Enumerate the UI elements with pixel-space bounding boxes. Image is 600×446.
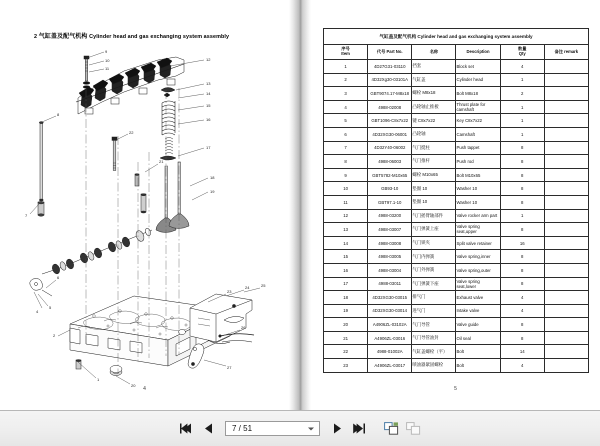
cell-item: 17 [324,277,368,291]
cell-part-no: 4988-03008 [368,236,412,250]
cell-name: 进气门 [412,304,456,318]
cell-remark [544,114,588,128]
col-header-item-en: Item [341,51,350,56]
cell-qty: 4 [500,60,544,74]
svg-text:14: 14 [206,91,211,96]
table-row [324,263,589,277]
parts-table [323,28,589,373]
svg-text:15: 15 [206,103,211,108]
parts-table-body [324,60,589,373]
cell-name: 气门弹簧下座 [412,277,456,291]
cell-qty: 8 [500,195,544,209]
cell-part-no: 4D32XG30-03014 [368,304,412,318]
svg-text:6: 6 [57,275,60,280]
cell-item: 11 [324,195,368,209]
table-row [324,127,589,141]
cell-description: Exhaust valve [456,291,500,305]
cell-description: Push tappet [456,141,500,155]
cell-name: 螺栓 M10x65 [412,168,456,182]
parts-table-header-row [324,45,589,60]
cell-item: 10 [324,182,368,196]
cell-description: Bolt [456,345,500,359]
first-page-button[interactable] [179,421,194,436]
cell-remark [544,73,588,87]
cell-name: 喷油器紧固螺栓 [412,359,456,373]
cell-description: Split valve retainer [456,236,500,250]
cell-item: 14 [324,236,368,250]
cell-item: 20 [324,318,368,332]
cell-description: Key C8x7x22 [456,114,500,128]
cell-description: Valve guide [456,318,500,332]
cell-part-no: 4D32XG30-06001 [368,127,412,141]
cell-qty: 16 [500,236,544,250]
cell-remark [544,223,588,237]
cell-item: 9 [324,168,368,182]
table-row [324,60,589,74]
cell-name: 气门弹簧上座 [412,223,456,237]
cell-description: Cylinder head [456,73,500,87]
svg-text:27: 27 [227,365,232,370]
col-header-qty-en: Qty [518,51,526,56]
single-page-view-button[interactable] [384,421,399,436]
cell-description: Push rod [456,155,500,169]
cell-description: Bolt M10x65 [456,168,500,182]
svg-text:17: 17 [206,145,211,150]
svg-text:20: 20 [131,383,136,388]
cell-name: 垫圈 10 [412,195,456,209]
table-row [324,114,589,128]
drawing-heading [34,31,229,40]
svg-text:10: 10 [105,58,110,63]
page-folio-left: 4 [143,386,146,392]
cell-qty: 8 [500,141,544,155]
cell-part-no: 4988-03007 [368,223,412,237]
cell-description: Oil seal [456,331,500,345]
page-number-value: 7 / 51 [232,423,253,433]
svg-text:7: 7 [25,213,28,218]
cell-part-no: 4D27G31-03110 [368,60,412,74]
svg-text:16: 16 [206,117,211,122]
svg-text:22: 22 [129,130,134,135]
cell-qty: 8 [500,182,544,196]
col-header-item-cn: 序号 [341,46,350,52]
svg-text:25: 25 [261,283,266,288]
cell-description: Bolt [456,359,500,373]
cell-qty: 8 [500,223,544,237]
cell-remark [544,277,588,291]
cell-remark [544,155,588,169]
table-row [324,318,589,332]
cell-description: Camshaft [456,127,500,141]
cell-part-no: 4988-03004 [368,263,412,277]
svg-text:4: 4 [36,309,39,314]
page-number-combobox[interactable] [225,421,320,436]
svg-text:1: 1 [97,377,100,382]
svg-text:13: 13 [206,81,211,86]
cell-remark [544,195,588,209]
cell-qty: 14 [500,345,544,359]
cell-qty: 4 [500,304,544,318]
cell-qty: 8 [500,168,544,182]
cell-remark [544,236,588,250]
cell-description: Intake valve [456,304,500,318]
cell-qty: 8 [500,318,544,332]
col-header-description [456,45,500,60]
svg-text:21: 21 [159,159,164,164]
cell-name: 气门挺柱 [412,141,456,155]
cell-qty: 1 [500,114,544,128]
cell-part-no: GBT5782-M10x65 [368,168,412,182]
cell-item: 7 [324,141,368,155]
cell-remark [544,263,588,277]
table-row [324,345,589,359]
facing-page-view-button[interactable] [406,421,421,436]
cell-description: Valve spring,inner [456,250,500,264]
cell-qty: 2 [500,87,544,101]
cell-name: 垫圈 10 [412,182,456,196]
table-row [324,73,589,87]
cell-name: 气门锁夹 [412,236,456,250]
cell-part-no: GBT1096-C8x7x22 [368,114,412,128]
cell-remark [544,182,588,196]
cell-part-no: GBT9074.17-M8x18 [368,87,412,101]
cell-name: 键 C8x7x22 [412,114,456,128]
svg-text:11: 11 [105,66,110,71]
svg-text:12: 12 [206,57,211,62]
cell-part-no: 4988-02008 [368,100,412,114]
cell-remark [544,291,588,305]
svg-text:19: 19 [210,189,215,194]
cell-part-no: 4988-06003 [368,155,412,169]
cell-part-no: A4906ZL-03016 [368,331,412,345]
cell-item: 2 [324,73,368,87]
col-header-item [324,45,368,60]
cell-remark [544,250,588,264]
cell-name: 气门外弹簧 [412,263,456,277]
cell-item: 5 [324,114,368,128]
cell-remark [544,318,588,332]
cell-qty: 8 [500,263,544,277]
table-row [324,331,589,345]
cell-qty: 1 [500,209,544,223]
cell-remark [544,60,588,74]
table-row [324,155,589,169]
page-gutter [289,0,311,410]
cell-item: 1 [324,60,368,74]
cell-description: Bolt M8x18 [456,87,500,101]
cell-item: 4 [324,100,368,114]
table-row [324,141,589,155]
cell-name: 气门导管油封 [412,331,456,345]
cell-part-no: A4906ZL-03017 [368,359,412,373]
cell-description: Washer 10 [456,195,500,209]
cell-name: 气门推杆 [412,155,456,169]
table-row [324,223,589,237]
drawing-heading-number: 2 [34,34,38,40]
svg-text:24: 24 [245,285,250,290]
page-right[interactable] [311,0,600,410]
cell-remark [544,168,588,182]
cell-item: 23 [324,359,368,373]
cell-part-no: GBT97.1-10 [368,195,412,209]
col-header-description-en: Description [466,48,490,54]
cell-part-no: 4988-01002A [368,345,412,359]
col-header-name [412,45,456,60]
parts-table-caption-row [324,29,589,45]
cell-description: Thrust plate for camshaft [456,100,500,114]
cell-item: 21 [324,331,368,345]
cell-item: 3 [324,87,368,101]
table-row [324,304,589,318]
cell-qty: 8 [500,155,544,169]
drawing-heading-cn: 气缸盖及配气机构 [38,34,88,40]
cell-name: 气门摇臂轴部件 [412,209,456,223]
table-row [324,87,589,101]
cell-item: 18 [324,291,368,305]
cell-part-no: A4906ZL-03102A [368,318,412,332]
cell-part-no: 4D32Xg30-03101A [368,73,412,87]
cell-description: Valve rocker arm part [456,209,500,223]
col-header-qty [500,45,544,60]
cell-item: 12 [324,209,368,223]
previous-page-button[interactable] [201,421,216,436]
cell-remark [544,87,588,101]
cell-item: 6 [324,127,368,141]
cell-part-no: 4988-03005 [368,250,412,264]
exploded-view-diagram [12,44,278,388]
chevron-down-icon[interactable] [308,427,314,430]
cell-description: Washer 10 [456,182,500,196]
cell-qty: 4 [500,359,544,373]
col-header-partno-en: Part No. [386,48,403,54]
cell-remark [544,141,588,155]
cell-description: Valve spring seat,lower [456,277,500,291]
cell-part-no: 4D32XG30-03015 [368,291,412,305]
svg-text:23: 23 [227,289,232,294]
col-header-remark-cn: 备注 [554,48,563,54]
cell-name: 螺栓 M8x18 [412,87,456,101]
page-navigation-toolbar[interactable] [0,410,600,446]
cell-name: 气门导管 [412,318,456,332]
parts-table-wrapper [323,28,589,373]
cell-qty: 1 [500,73,544,87]
col-header-remark-en: remark [564,48,579,54]
cell-remark [544,345,588,359]
cell-part-no: GB93-10 [368,182,412,196]
cell-name: 凸轮轴止推板 [412,100,456,114]
cell-qty: 4 [500,291,544,305]
cell-description: Valve spring seat,upper [456,223,500,237]
cell-item: 13 [324,223,368,237]
cell-remark [544,359,588,373]
cell-remark [544,127,588,141]
cell-qty: 8 [500,250,544,264]
cell-item: 22 [324,345,368,359]
page-left[interactable] [0,0,289,410]
cell-part-no: 4D32Y40-06002 [368,141,412,155]
cell-name: 气门内弹簧 [412,250,456,264]
svg-text:2: 2 [53,333,56,338]
cell-qty: 1 [500,100,544,114]
table-row [324,277,589,291]
cell-qty: 8 [500,277,544,291]
svg-text:9: 9 [105,49,108,54]
cell-item: 19 [324,304,368,318]
table-row [324,168,589,182]
cell-name: 气缸盖螺栓（平） [412,345,456,359]
cell-remark [544,100,588,114]
cell-remark [544,331,588,345]
svg-text:8: 8 [57,112,60,117]
col-header-remark [544,45,588,60]
cell-item: 15 [324,250,368,264]
drawing-heading-en: Cylinder head and gas exchanging system assembly [89,34,230,40]
cell-qty: 1 [500,127,544,141]
table-row [324,100,589,114]
table-row [324,359,589,373]
table-row [324,250,589,264]
table-row [324,182,589,196]
col-header-name-cn: 名称 [429,48,439,54]
col-header-partno-cn: 代号 [376,48,386,54]
svg-text:5: 5 [49,305,52,310]
cell-name: 气缸盖 [412,73,456,87]
next-page-button[interactable] [329,421,344,436]
cell-remark [544,304,588,318]
col-header-qty-cn: 数量 [518,46,527,52]
cell-part-no: 4988-03011 [368,277,412,291]
svg-text:18: 18 [210,175,215,180]
cell-item: 16 [324,263,368,277]
cell-name: 挡套 [412,60,456,74]
table-row [324,195,589,209]
parts-table-caption: 气缸盖及配气机构 Cylinder head and gas exchanging system assembly [324,29,589,45]
table-row [324,236,589,250]
cell-description: Block set [456,60,500,74]
table-row [324,209,589,223]
last-page-button[interactable] [351,421,366,436]
cell-name: 凸轮轴 [412,127,456,141]
table-row [324,291,589,305]
cell-qty: 8 [500,331,544,345]
cell-name: 排气门 [412,291,456,305]
cell-remark [544,209,588,223]
page-folio-right: 5 [454,386,457,392]
cell-description: Valve spring,outer [456,263,500,277]
cell-item: 8 [324,155,368,169]
col-header-partno [368,45,412,60]
cell-part-no: 4988-03200 [368,209,412,223]
svg-text:26: 26 [241,325,246,330]
